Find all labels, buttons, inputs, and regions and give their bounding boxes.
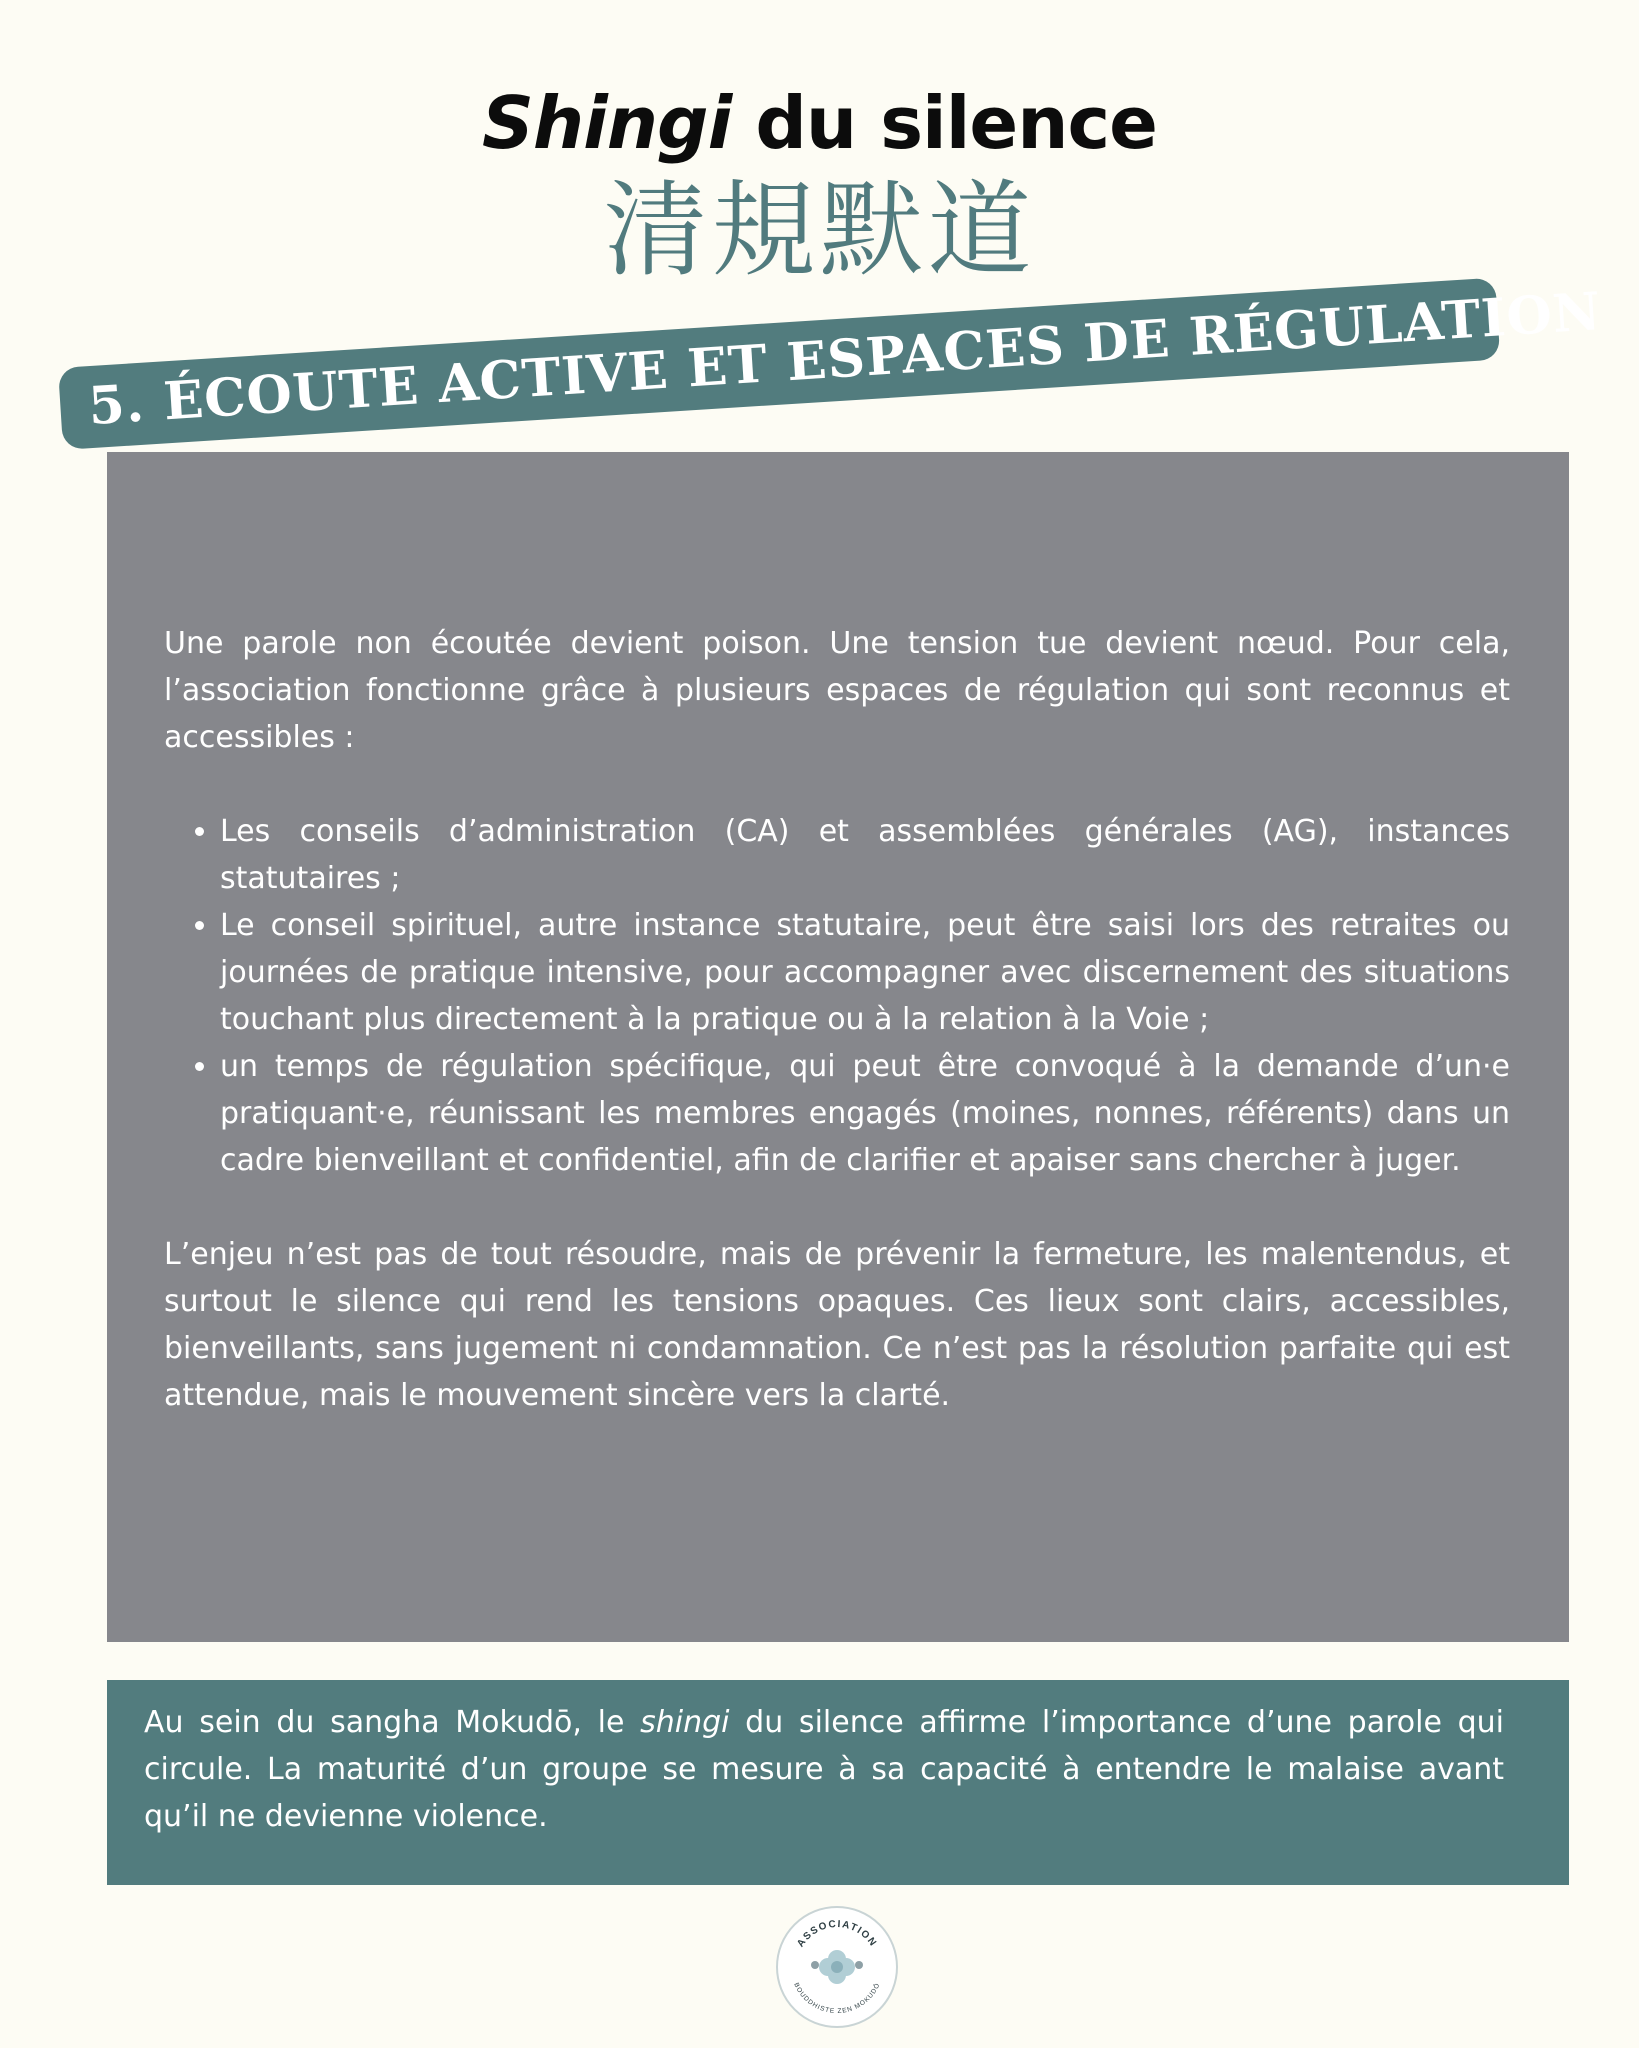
page-title [0,78,1639,168]
kanji-heading: 清規默道 [603,169,1036,291]
list-item: • un temps de régulation spécifique, qui peut être convoqué à la demande d’un·e pratiquant·e, réunissant les membres engagés (moines, nonnes, référents) dans un cadre bienveillant et confidentiel, afin de clarifier et apaiser sans chercher à juger. [220,1043,1510,1184]
page-title-italic: Shingi [481,81,732,165]
main-content [164,620,1510,1419]
regulation-list [164,808,1510,1184]
section-banner: 5. ÉCOUTE ACTIVE ET ESPACES DE RÉGULATION [58,278,1500,450]
bird-left-icon [811,1961,819,1969]
footer-paragraph [144,1699,1504,1840]
association-logo [775,1905,899,2029]
bird-right-icon [855,1961,863,1969]
conclusion-paragraph: L’enjeu n’est pas de tout résoudre, mais de prévenir la fermeture, les malentendus, et surtout le silence qui rend les tensions opaques. Ces lieux sont clairs, accessibles, bienveillants, sans jugement ni condamnation. Ce n’est pas la résolution parfaite qui est attendue, mais le mouvement sincère vers la clarté. [164,1237,1510,1413]
page-title-rest: du silence [731,81,1158,165]
list-item: • Le conseil spirituel, autre instance statutaire, peut être saisi lors des retraites ou journées de pratique intensive, pour accompagner avec discernement des situations touchant plus directement à la pratique ou à la relation à la Voie ; [220,902,1510,1043]
list-item: • Les conseils d’administration (CA) et assemblées générales (AG), instances statutaires ; [220,808,1510,902]
logo-bottom-text: BOUDDHISTE ZEN MOKUDŌ [792,1981,882,2016]
footer-text-before: Au sein du sangha Mokudō, le [144,1705,641,1740]
footer-text-italic: shingi [640,1705,730,1740]
logo-top-text: ASSOCIATION [795,1918,879,1950]
intro-paragraph: Une parole non écoutée devient poison. Une tension tue devient nœud. Pour cela, l’association fonctionne grâce à plusieurs espaces de régulation qui sont reconnus et accessibles : [164,626,1510,755]
footer-text-after: du silence affirme l’importance d’une parole qui circule. La maturité d’un groupe se mesure à sa capacité à entendre le malaise avant qu’il ne devienne violence. [144,1705,1504,1834]
footer-content [144,1699,1504,1840]
